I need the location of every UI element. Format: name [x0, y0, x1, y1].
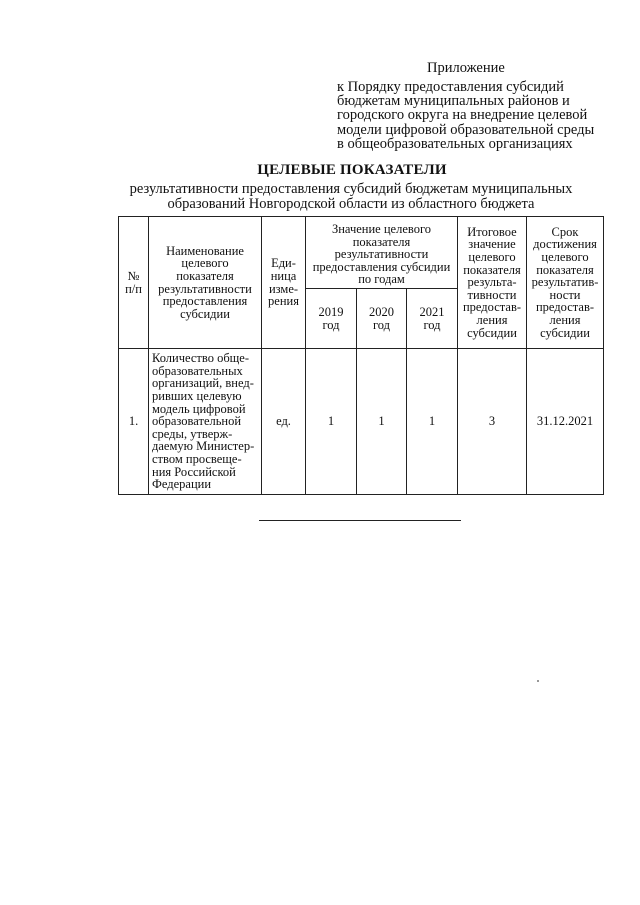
header-row — [119, 217, 604, 289]
document-subheading — [96, 182, 606, 211]
header-value-group: Значение целевого показателя результативности предоставления субсидии по годам — [306, 217, 458, 289]
row-total: 3 — [458, 349, 527, 495]
row-deadline: 31.12.2021 — [527, 349, 604, 495]
row-value-2021: 1 — [407, 349, 458, 495]
header-year-2021: 2021 год — [407, 289, 458, 349]
header-year-2020: 2020 год — [357, 289, 407, 349]
header-year-2019: 2019 год — [306, 289, 357, 349]
appendix-line: городского округа на внедрение целевой — [337, 107, 588, 124]
row-name: Количество обще- образовательных организаций, внед- ривших целевую модель цифровой образовательной среды, утверж- даемую Министер- ством просвеще- ния Российской Федерации — [149, 349, 262, 495]
row-num: 1. — [119, 349, 149, 495]
scan-speck — [537, 680, 539, 682]
appendix-line: в общеобразовательных организациях — [337, 135, 573, 152]
appendix-line: модели цифровой образовательной среды — [337, 121, 595, 138]
header-unit: Еди- ница изме- рения — [262, 217, 306, 349]
document-heading: ЦЕЛЕВЫЕ ПОКАЗАТЕЛИ — [257, 162, 447, 178]
closing-rule — [259, 520, 461, 521]
subheading-line: образований Новгородской области из областного бюджета — [167, 195, 535, 212]
appendix-line: бюджетам муниципальных районов и — [337, 93, 570, 110]
targets-table — [118, 216, 604, 495]
appendix-text — [337, 80, 629, 151]
row-value-2020: 1 — [357, 349, 407, 495]
appendix-title: Приложение — [427, 60, 505, 76]
row-unit: ед. — [262, 349, 306, 495]
subheading-line: результативности предоставления субсидий бюджетам муниципальных — [129, 181, 573, 197]
appendix-line: к Порядку предоставления субсидий — [337, 79, 564, 95]
row-value-2019: 1 — [306, 349, 357, 495]
header-name: Наименование целевого показателя результативности предоставления субсидии — [149, 217, 262, 349]
table-row — [119, 349, 604, 495]
header-total: Итоговое значение целевого показателя результа- тивности предостав- ления субсидии — [458, 217, 527, 349]
header-deadline: Срок достижения целевого показателя результатив- ности предостав- ления субсидии — [527, 217, 604, 349]
header-num: № п/п — [119, 217, 149, 349]
